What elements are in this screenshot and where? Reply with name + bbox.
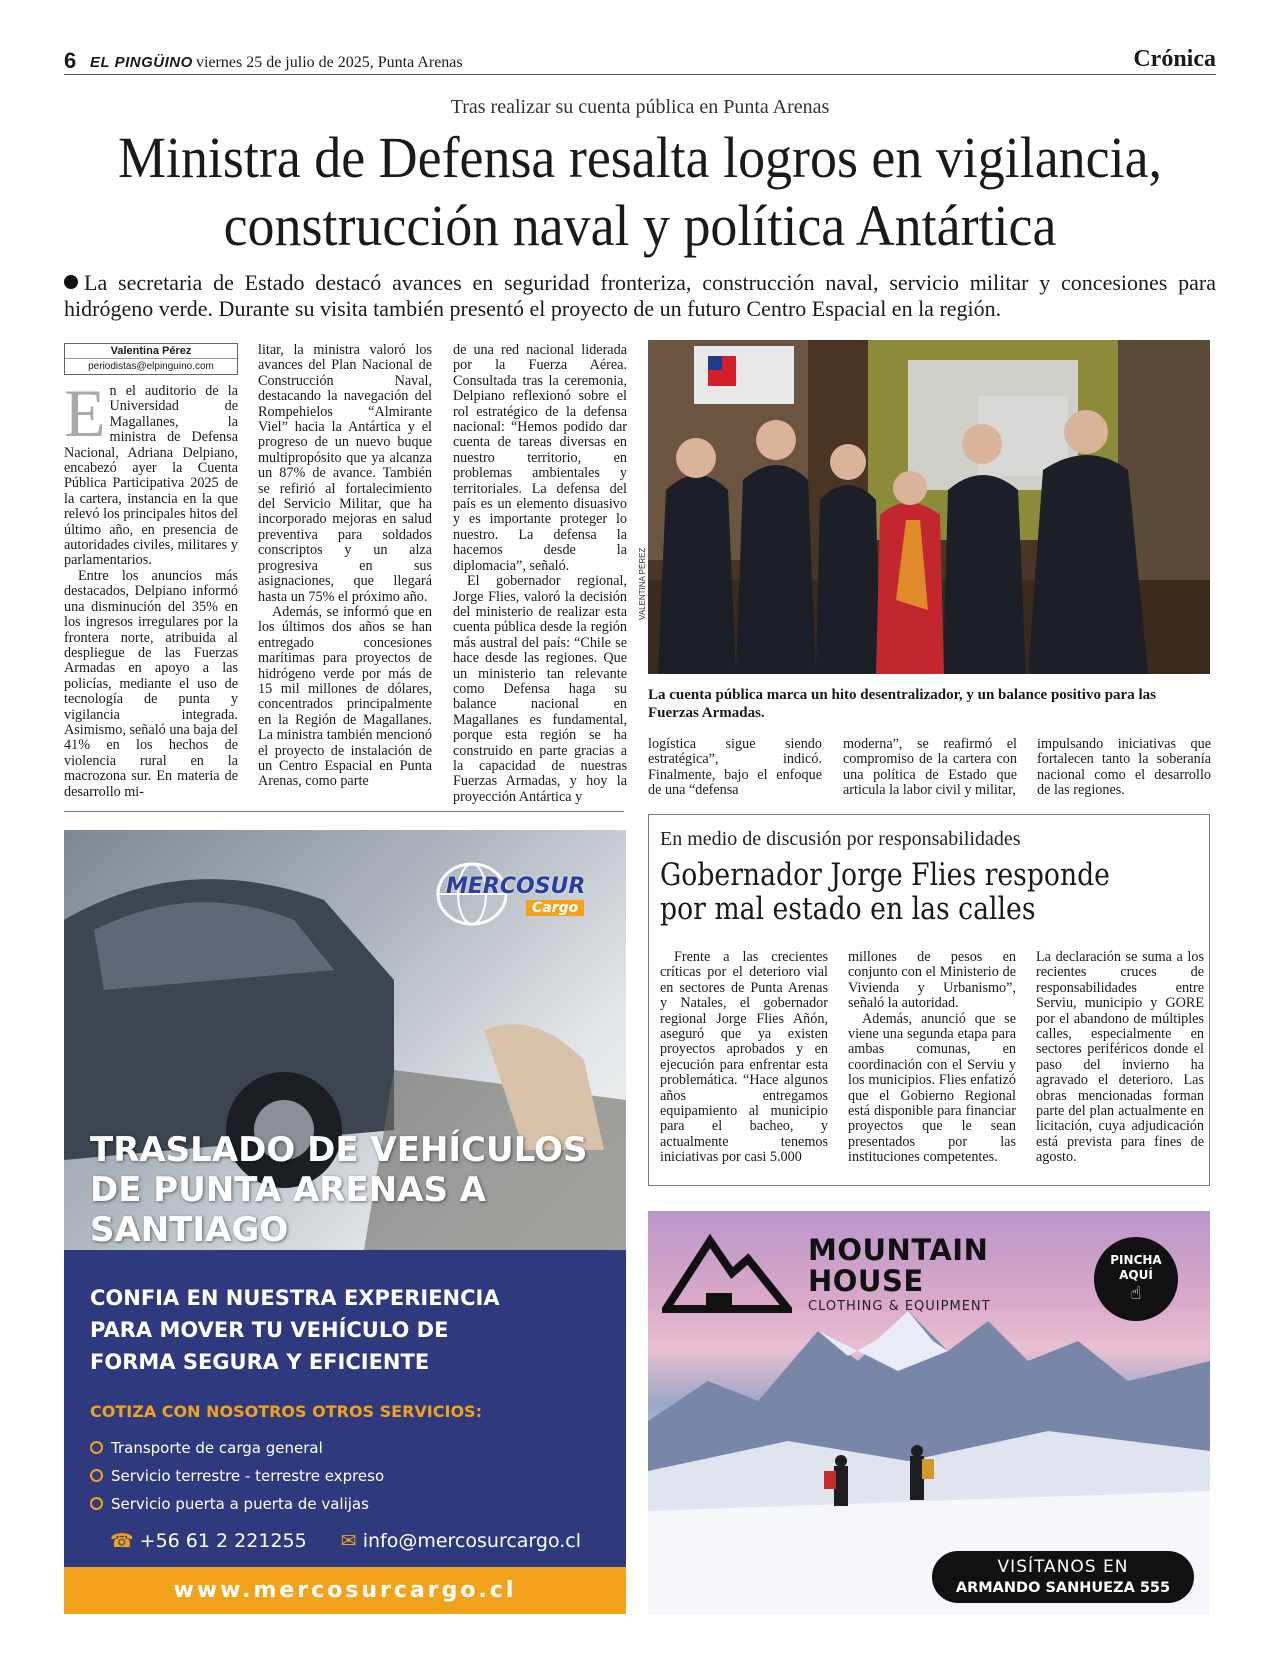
paragraph: litar, la ministra valoró los avances del Plan Nacional de Construcción Naval, destacando la navegación del Rompehielos “Almirante Viel” hacia la Antártica y el progreso de un nuevo buque multipropósito que ya alcanza un 87% de avance. También se refirió al fortalecimiento del Servicio Militar, que ha incorporado mejoras en salud preventiva para soldados conscriptos y un alza progresiva en sus asignaciones, que llegará hasta un 75% el próximo año. (258, 342, 432, 605)
headline-line-1: Ministra de Defensa resalta logros en vigilancia, (118, 125, 1162, 190)
paragraph: n el auditorio de la Universidad de Magallanes, la ministra de Defensa Nacional, Adriana Delpiano, encabezó ayer la Cuenta Pública Participativa 2025 de la cartera, instancia en la que relevó los principales hitos del último año, en presencia de autoridades civiles, militares y parlamentarios. (64, 383, 238, 569)
article2-headline-line-2: por mal estado en las calles (660, 891, 1036, 927)
byline (64, 343, 238, 375)
paragraph: El gobernador regional, Jorge Flies, valoró la decisión del ministerio de realizar esta cuenta pública desde la región más austral del país: “Chile se hace desde las regiones. Que un ministerio tan relevante como Defensa haga su balance nacional en Magallanes es fundamental, porque esta región se ha construido en parte gracias a la capacidad de nuestras Fuerzas Armadas, y hoy la proyección Antártica y (453, 573, 627, 805)
mountain-house-brand (808, 1235, 988, 1297)
visit-line-1: VISÍTANOS EN (997, 1557, 1129, 1577)
page-number: 6 (64, 48, 77, 73)
headline-line-2: construcción naval y política Antártica (223, 193, 1057, 258)
paragraph: Además, se informó que en los últimos dos años se han entregado concesiones marítimas para proyectos de hidrógeno verde por más de 15 mil millones de dólares, concentrados principalmente en la Región de Magallanes. La ministra también mencionó el proyecto de instalación de un Centro Espacial en Punta Arenas, como parte (258, 603, 432, 790)
ad-phone[interactable]: +56 61 2 221255 (139, 1530, 307, 1552)
section-divider (64, 811, 624, 812)
mercosur-ad[interactable] (64, 830, 626, 1614)
article-lede (64, 270, 1216, 322)
list-item (90, 1490, 384, 1518)
check-circle-icon (90, 1469, 103, 1482)
article2-column-1 (660, 950, 828, 1166)
ad-tagline (90, 1282, 500, 1378)
byline-email[interactable]: periodistas@elpinguino.com (88, 361, 214, 372)
ad-services-list (90, 1434, 384, 1518)
ad-services-title: COTIZA CON NOSOTROS OTROS SERVICIOS: (90, 1402, 482, 1421)
paragraph: Además, anunció que se viene una segunda etapa para ambas comunas, en coordinación con el Serviu y los municipios. Flies enfatizó que el Gobierno Regional está disponible para financiar proyectos que le sean presentados por las instituciones competentes. (848, 1010, 1016, 1166)
ad-tagline-line-3: FORMA SEGURA Y EFICIENTE (90, 1350, 430, 1374)
group-photo-illustration (648, 340, 1210, 674)
ad-title-line-1: TRASLADO DE VEHÍCULOS (90, 1130, 588, 1170)
article2-column-3 (1036, 950, 1204, 1166)
article2-kicker: En medio de discusión por responsabilidades (660, 828, 1021, 850)
mercosur-logo (434, 858, 584, 928)
article-column-2 (258, 343, 432, 790)
photo-caption: La cuenta pública marca un hito desentralizador, y un balance positivo para las Fuerzas Armadas. (648, 687, 1156, 721)
phone-icon: ☎ (110, 1530, 134, 1552)
service-label: Servicio puerta a puerta de valijas (111, 1495, 369, 1513)
mail-icon: ✉ (340, 1530, 357, 1552)
article-continuation-2: moderna”, se reafirmó el compromiso de la cartera con una política de Estado que articula la labor civil y militar, (843, 736, 1017, 799)
newspaper-logo: EL PINGÜINO (90, 54, 193, 71)
paragraph: La declaración se suma a los recientes cruces de responsabilidades entre Serviu, municipio y GORE por el abandono de múltiples calles, especialmente en sectores periféricos donde el paso del invierno ha agravado el deterioro. Las obras mencionadas forman parte del plan actualmente en licitación, cuya adjudicación está prevista para fines de agosto. (1036, 949, 1204, 1166)
click-here-button[interactable] (1094, 1237, 1178, 1321)
ad-tagline-line-1: CONFIA EN NUESTRA EXPERIENCIA (90, 1286, 500, 1310)
article-column-3 (453, 343, 627, 805)
article2-headline (660, 858, 1193, 926)
article-kicker: Tras realizar su cuenta pública en Punta Arenas (450, 96, 830, 118)
ad-title-line-2: DE PUNTA ARENAS A SANTIAGO (90, 1170, 487, 1250)
article2-headline-line-1: Gobernador Jorge Flies responde (660, 857, 1110, 893)
bullet-icon (64, 275, 78, 289)
article-headline (82, 124, 1198, 260)
lede-text: La secretaria de Estado destacó avances en seguridad fronteriza, construcción naval, servicio militar y concesiones para hidrógeno verde. Durante su visita también presentó el proyecto de un futuro Centro Espacial en la región. (64, 270, 1216, 321)
article2-column-2 (848, 950, 1016, 1166)
service-label: Servicio terrestre - terrestre expreso (111, 1467, 385, 1485)
mountain-house-ad[interactable] (648, 1211, 1210, 1615)
header-rule (64, 74, 1216, 75)
header-date: viernes 25 de julio de 2025, Punta Arenas (196, 54, 463, 71)
check-circle-icon (90, 1441, 103, 1454)
paragraph: Entre los anuncios más destacados, Delpiano informó una disminución del 35% en los ingresos irregulares por la frontera norte, atribuida al despliegue de las Fuerzas Armadas en apoyo a las policías, mediante el uso de tecnología de punta y vigilancia integrada. Asimismo, señaló una baja del 41% en los hechos de violencia rural en la macrozona sur. En materia de desarrollo mi- (64, 567, 238, 800)
service-label: Transporte de carga general (111, 1439, 323, 1457)
ad-url[interactable]: www.mercosurcargo.cl (64, 1567, 626, 1614)
article-continuation-3: impulsando iniciativas que fortalecen tanto la soberanía nacional como el desarrollo de las regiones. (1037, 736, 1211, 799)
byline-author: Valentina Pérez (65, 344, 237, 359)
paragraph: millones de pesos en conjunto con el Ministerio de Vivienda y Urbanismo”, señaló la autoridad. (848, 949, 1016, 1012)
photo-credit: VALENTINA PÉREZ (638, 547, 647, 620)
list-item (90, 1434, 384, 1462)
article-continuation-1: logística sigue siendo estratégica”, indicó. Finalmente, bajo el enfoque de una “defensa (648, 736, 822, 799)
brand-line-1: MOUNTAIN (808, 1233, 989, 1267)
drop-cap: E (64, 375, 106, 451)
ad-tagline-line-2: PARA MOVER TU VEHÍCULO DE (90, 1318, 449, 1342)
ad-email[interactable]: info@mercosurcargo.cl (362, 1530, 582, 1552)
check-circle-icon (90, 1497, 103, 1510)
visit-us-banner (932, 1551, 1194, 1603)
paragraph: de una red nacional liderada por la Fuerza Aérea. Consultada tras la ceremonia, Delpiano reflexionó sobre el rol estratégico de la defensa nacional: “Hemos podido dar cuenta de tareas diversas en nuestro territorio, en problemas ambientales y territoriales. La defensa del país es un elemento disuasivo y es importante proteger lo nuestro. La defensa la hacemos desde la diplomacia”, señaló. (453, 342, 627, 574)
section-name: Crónica (1133, 46, 1216, 72)
cta-line-2: AQUÍ (1119, 1268, 1153, 1282)
list-item (90, 1462, 384, 1490)
mountain-logo-icon (662, 1233, 792, 1313)
article-column-1 (64, 375, 238, 800)
brand-line-2: HOUSE (808, 1264, 924, 1298)
paragraph: Frente a las crecientes críticas por el deterioro vial en sectores de Punta Arenas y Natales, el gobernador regional Jorge Flies Añón, aseguró que ya existen proyectos aprobados y en ejecución para enfrentar esta problemática. “Hace algunos años entregamos equipamiento al municipio para el bacheo, y actualmente tenemos iniciativas por casi 5.000 (660, 949, 828, 1166)
mercosur-logo-sub: Cargo (526, 900, 584, 916)
ad-title (90, 1130, 626, 1250)
mountain-house-subtitle: CLOTHING & EQUIPMENT (808, 1299, 991, 1314)
mercosur-logo-text: MERCOSUR (446, 874, 586, 899)
hand-pointer-icon: ☝ (1130, 1283, 1142, 1304)
visit-address: ARMANDO SANHUEZA 555 (955, 1580, 1171, 1596)
cta-line-1: PINCHA (1110, 1253, 1162, 1267)
article-photo (648, 340, 1210, 674)
ad-contact (110, 1530, 581, 1552)
